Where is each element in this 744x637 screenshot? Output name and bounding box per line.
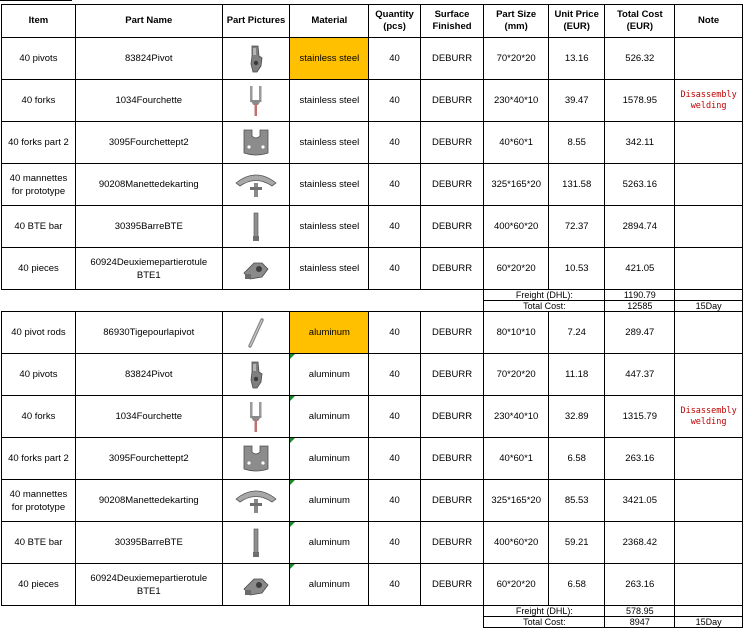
- fork-plate-part-icon: [225, 443, 288, 475]
- table-row: [2, 438, 743, 480]
- total-cost-cell: 2894.74: [605, 206, 675, 248]
- note-cell: Disassembly welding: [675, 396, 743, 438]
- part-picture-cell: [222, 206, 290, 248]
- unit-price-cell: 85.53: [548, 480, 604, 522]
- part-picture-cell: [222, 564, 290, 606]
- surface-cell: DEBURR: [420, 164, 484, 206]
- item-cell: 40 forks: [2, 80, 76, 122]
- part-picture-cell: [222, 480, 290, 522]
- freight-row: [2, 290, 743, 301]
- material-cell: stainless steel: [290, 38, 369, 80]
- header-row: [2, 5, 743, 38]
- handlebar-part-icon: [225, 485, 288, 517]
- rod-end-part-icon: [225, 571, 288, 599]
- part-name-cell: 86930Tigepourlapivot: [75, 312, 222, 354]
- note-cell: [675, 122, 743, 164]
- table-row: [2, 248, 743, 290]
- part-picture-cell: [222, 312, 290, 354]
- header-part-pictures: Part Pictures: [222, 5, 290, 38]
- note-cell: Disassembly welding: [675, 80, 743, 122]
- surface-cell: DEBURR: [420, 396, 484, 438]
- surface-cell: DEBURR: [420, 122, 484, 164]
- quotation-table: [1, 4, 743, 628]
- item-cell: 40 pivots: [2, 354, 76, 396]
- part-size-cell: 40*60*1: [484, 438, 549, 480]
- item-cell: 40 mannettes for prototype: [2, 164, 76, 206]
- total-cost-cell: 342.11: [605, 122, 675, 164]
- material-cell: stainless steel: [290, 164, 369, 206]
- part-size-cell: 80*10*10: [484, 312, 549, 354]
- header-material: Material: [290, 5, 369, 38]
- summary-blank: [2, 617, 484, 628]
- unit-price-cell: 10.53: [548, 248, 604, 290]
- item-cell: 40 mannettes for prototype: [2, 480, 76, 522]
- total-cost-cell: 1315.79: [605, 396, 675, 438]
- note-cell: [675, 164, 743, 206]
- part-picture-cell: [222, 438, 290, 480]
- unit-price-cell: 11.18: [548, 354, 604, 396]
- material-cell: aluminum: [290, 480, 369, 522]
- item-cell: 40 pieces: [2, 248, 76, 290]
- surface-cell: DEBURR: [420, 480, 484, 522]
- quantity-cell: 40: [369, 564, 420, 606]
- handlebar-part-icon: [225, 169, 288, 201]
- pivot-part-icon: [225, 360, 288, 390]
- part-name-cell: 83824Pivot: [75, 38, 222, 80]
- header-item: Item: [2, 5, 76, 38]
- fork-part-icon: [225, 84, 288, 118]
- freight-note-blank: [675, 606, 743, 617]
- unit-price-cell: 32.89: [548, 396, 604, 438]
- material-cell: stainless steel: [290, 122, 369, 164]
- total-row: [2, 301, 743, 312]
- note-cell: [675, 564, 743, 606]
- part-picture-cell: [222, 164, 290, 206]
- quantity-cell: 40: [369, 354, 420, 396]
- total-cost-cell: 1578.95: [605, 80, 675, 122]
- part-picture-cell: [222, 248, 290, 290]
- summary-blank: [2, 290, 484, 301]
- pivot-rod-part-icon: [225, 317, 288, 349]
- note-cell: [675, 312, 743, 354]
- table-row: [2, 564, 743, 606]
- part-name-cell: 90208Manettedekarting: [75, 164, 222, 206]
- material-cell: aluminum: [290, 522, 369, 564]
- total-label: Total Cost:: [484, 301, 605, 312]
- table-row: [2, 122, 743, 164]
- fork-part-icon: [225, 400, 288, 434]
- item-cell: 40 pieces: [2, 564, 76, 606]
- material-cell: aluminum: [290, 312, 369, 354]
- unit-price-cell: 39.47: [548, 80, 604, 122]
- bar-part-icon: [225, 526, 288, 560]
- note-cell: [675, 354, 743, 396]
- part-size-cell: 60*20*20: [484, 248, 549, 290]
- part-name-cell: 30395BarreBTE: [75, 206, 222, 248]
- freight-label: Freight (DHL):: [484, 606, 605, 617]
- part-picture-cell: [222, 122, 290, 164]
- surface-cell: DEBURR: [420, 248, 484, 290]
- quantity-cell: 40: [369, 396, 420, 438]
- part-size-cell: 40*60*1: [484, 122, 549, 164]
- surface-cell: DEBURR: [420, 438, 484, 480]
- header-part-name: Part Name: [75, 5, 222, 38]
- note-cell: [675, 206, 743, 248]
- part-size-cell: 400*60*20: [484, 522, 549, 564]
- quantity-cell: 40: [369, 38, 420, 80]
- unit-price-cell: 7.24: [548, 312, 604, 354]
- part-size-cell: 70*20*20: [484, 354, 549, 396]
- lead-time: 15Day: [675, 301, 743, 312]
- part-size-cell: 60*20*20: [484, 564, 549, 606]
- freight-value: 578.95: [605, 606, 675, 617]
- unit-price-cell: 6.58: [548, 438, 604, 480]
- surface-cell: DEBURR: [420, 38, 484, 80]
- table-row: [2, 38, 743, 80]
- note-cell: [675, 522, 743, 564]
- total-cost-cell: 3421.05: [605, 480, 675, 522]
- fork-plate-part-icon: [225, 127, 288, 159]
- quantity-cell: 40: [369, 522, 420, 564]
- total-value: 8947: [605, 617, 675, 628]
- item-cell: 40 forks: [2, 396, 76, 438]
- material-cell: stainless steel: [290, 248, 369, 290]
- freight-label: Freight (DHL):: [484, 290, 605, 301]
- quantity-cell: 40: [369, 80, 420, 122]
- table-row: [2, 354, 743, 396]
- material-cell: aluminum: [290, 354, 369, 396]
- part-name-cell: 1034Fourchette: [75, 396, 222, 438]
- part-size-cell: 400*60*20: [484, 206, 549, 248]
- part-size-cell: 325*165*20: [484, 164, 549, 206]
- header-quantity: Quantity (pcs): [369, 5, 420, 38]
- unit-price-cell: 8.55: [548, 122, 604, 164]
- unit-price-cell: 72.37: [548, 206, 604, 248]
- item-cell: 40 forks part 2: [2, 122, 76, 164]
- part-name-cell: 3095Fourchettept2: [75, 122, 222, 164]
- header-total-cost: Total Cost (EUR): [605, 5, 675, 38]
- item-cell: 40 BTE bar: [2, 206, 76, 248]
- note-cell: [675, 480, 743, 522]
- table-row: [2, 480, 743, 522]
- part-size-cell: 230*40*10: [484, 396, 549, 438]
- item-cell: 40 forks part 2: [2, 438, 76, 480]
- table-row: [2, 396, 743, 438]
- quantity-cell: 40: [369, 122, 420, 164]
- surface-cell: DEBURR: [420, 564, 484, 606]
- table-row: [2, 312, 743, 354]
- material-cell: aluminum: [290, 564, 369, 606]
- total-cost-cell: 5263.16: [605, 164, 675, 206]
- total-cost-cell: 421.05: [605, 248, 675, 290]
- total-label: Total Cost:: [484, 617, 605, 628]
- part-name-cell: 83824Pivot: [75, 354, 222, 396]
- material-cell: stainless steel: [290, 80, 369, 122]
- table-row: [2, 522, 743, 564]
- quantity-cell: 40: [369, 206, 420, 248]
- surface-cell: DEBURR: [420, 312, 484, 354]
- header-note: Note: [675, 5, 743, 38]
- part-name-cell: 60924Deuxiemepartierotule BTE1: [75, 248, 222, 290]
- rod-end-part-icon: [225, 255, 288, 283]
- unit-price-cell: 59.21: [548, 522, 604, 564]
- part-picture-cell: [222, 354, 290, 396]
- part-name-cell: 3095Fourchettept2: [75, 438, 222, 480]
- freight-note-blank: [675, 290, 743, 301]
- quantity-cell: 40: [369, 312, 420, 354]
- part-size-cell: 70*20*20: [484, 38, 549, 80]
- note-cell: [675, 38, 743, 80]
- table-row: [2, 80, 743, 122]
- material-cell: aluminum: [290, 438, 369, 480]
- summary-blank: [2, 606, 484, 617]
- part-size-cell: 230*40*10: [484, 80, 549, 122]
- total-cost-cell: 2368.42: [605, 522, 675, 564]
- header-unit-price: Unit Price (EUR): [548, 5, 604, 38]
- note-cell: [675, 438, 743, 480]
- total-row: [2, 617, 743, 628]
- quantity-cell: 40: [369, 248, 420, 290]
- header-part-size: Part Size (mm): [484, 5, 549, 38]
- part-picture-cell: [222, 80, 290, 122]
- part-picture-cell: [222, 396, 290, 438]
- pivot-part-icon: [225, 44, 288, 74]
- surface-cell: DEBURR: [420, 522, 484, 564]
- freight-value: 1190.79: [605, 290, 675, 301]
- material-cell: aluminum: [290, 396, 369, 438]
- surface-cell: DEBURR: [420, 206, 484, 248]
- unit-price-cell: 131.58: [548, 164, 604, 206]
- unit-price-cell: 6.58: [548, 564, 604, 606]
- quantity-cell: 40: [369, 438, 420, 480]
- table-row: [2, 164, 743, 206]
- quantity-cell: 40: [369, 164, 420, 206]
- total-cost-cell: 447.37: [605, 354, 675, 396]
- part-picture-cell: [222, 38, 290, 80]
- quantity-cell: 40: [369, 480, 420, 522]
- item-cell: 40 pivots: [2, 38, 76, 80]
- total-cost-cell: 289.47: [605, 312, 675, 354]
- part-name-cell: 30395BarreBTE: [75, 522, 222, 564]
- summary-blank: [2, 301, 484, 312]
- lead-time: 15Day: [675, 617, 743, 628]
- part-name-cell: 60924Deuxiemepartierotule BTE1: [75, 564, 222, 606]
- total-value: 12585: [605, 301, 675, 312]
- part-picture-cell: [222, 522, 290, 564]
- item-cell: 40 BTE bar: [2, 522, 76, 564]
- part-name-cell: 1034Fourchette: [75, 80, 222, 122]
- bar-part-icon: [225, 210, 288, 244]
- unit-price-cell: 13.16: [548, 38, 604, 80]
- part-size-cell: 325*165*20: [484, 480, 549, 522]
- item-cell: 40 pivot rods: [2, 312, 76, 354]
- freight-row: [2, 606, 743, 617]
- total-cost-cell: 263.16: [605, 564, 675, 606]
- total-cost-cell: 526.32: [605, 38, 675, 80]
- note-cell: [675, 248, 743, 290]
- material-cell: stainless steel: [290, 206, 369, 248]
- part-name-cell: 90208Manettedekarting: [75, 480, 222, 522]
- table-row: [2, 206, 743, 248]
- surface-cell: DEBURR: [420, 80, 484, 122]
- surface-cell: DEBURR: [420, 354, 484, 396]
- total-cost-cell: 263.16: [605, 438, 675, 480]
- aluminum-group: [2, 312, 743, 628]
- stainless-steel-group: [2, 38, 743, 312]
- header-surface: Surface Finished: [420, 5, 484, 38]
